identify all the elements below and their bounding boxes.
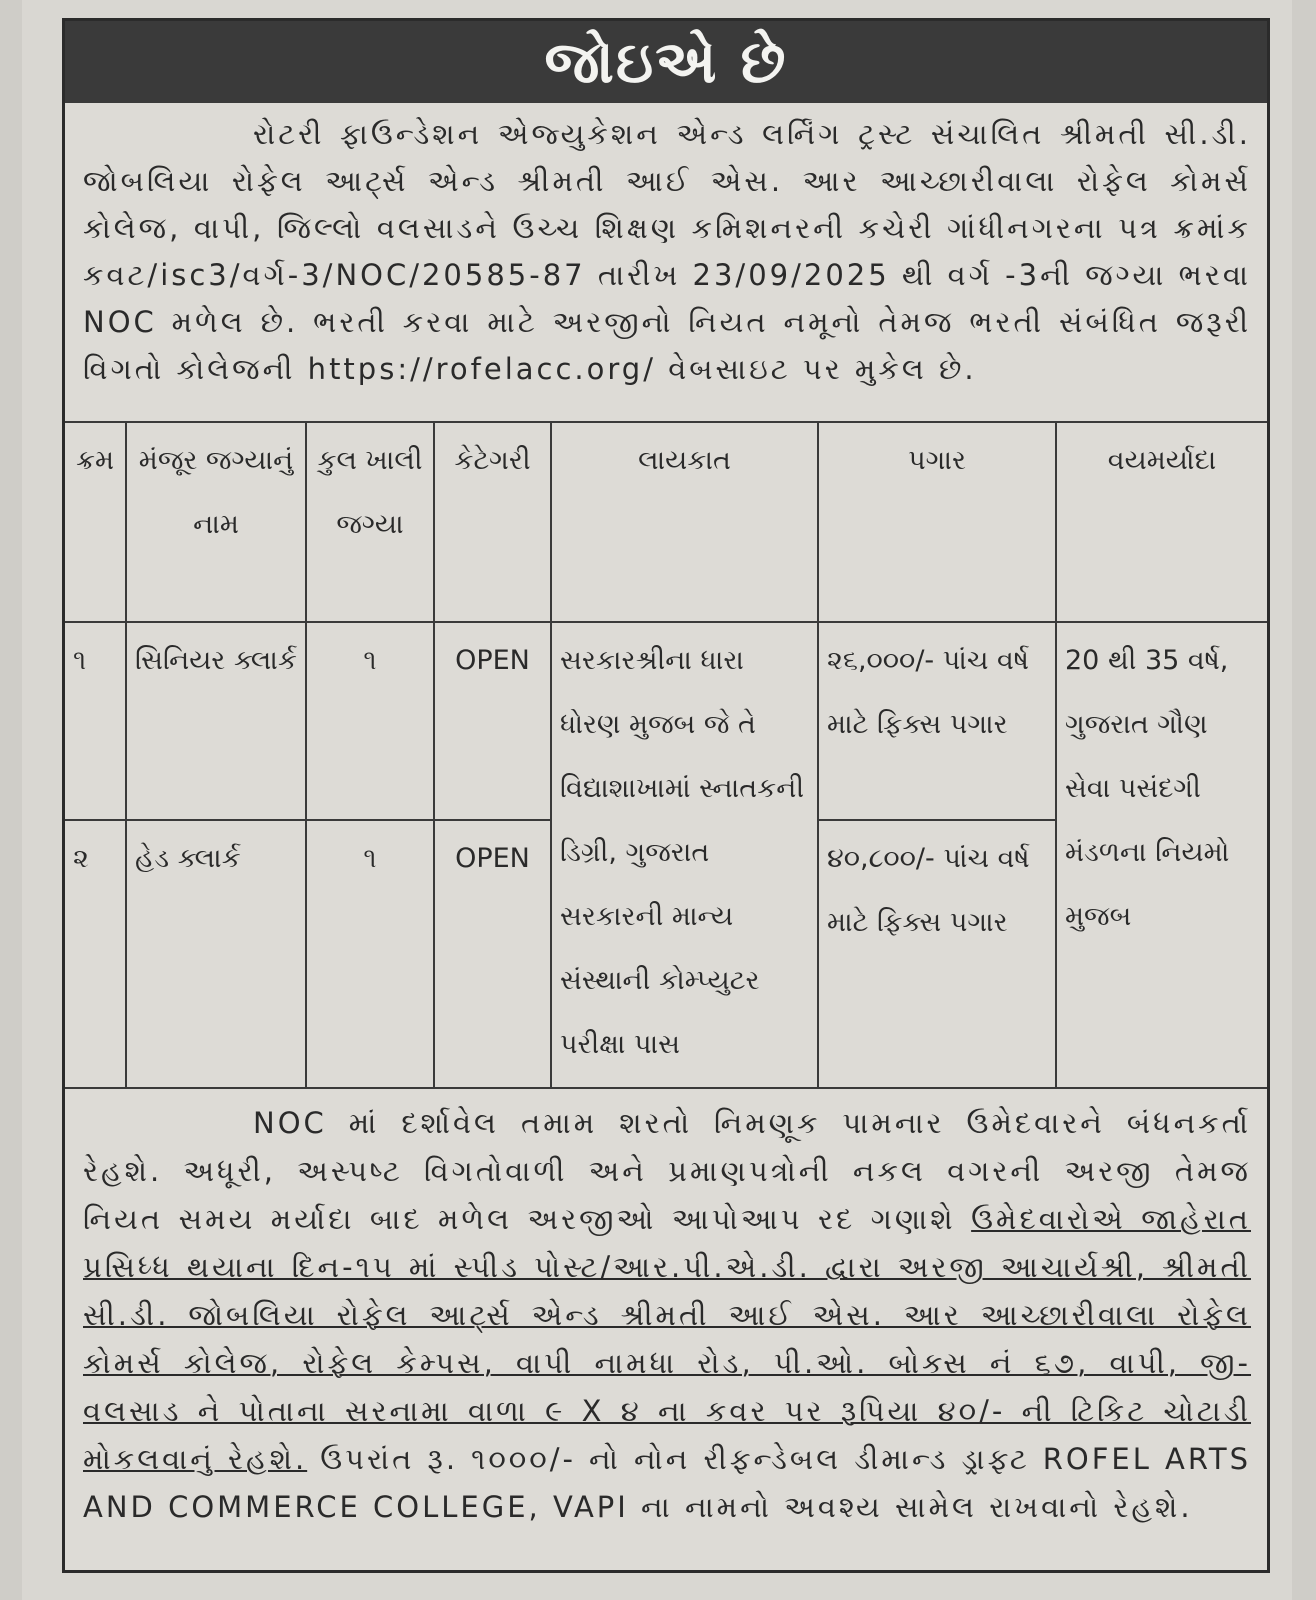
header-vacancies: કુલ ખાલી જગ્યા bbox=[306, 422, 434, 622]
row-salary: ૪૦,૮૦૦/- પાંચ વર્ષ માટે ફિક્સ પગાર bbox=[818, 820, 1056, 1088]
terms-paragraph bbox=[65, 1089, 1267, 1531]
row-vacancies: ૧ bbox=[306, 622, 434, 820]
header-qualification: લાયકાત bbox=[551, 422, 818, 622]
demand-draft-note: ઉપરાંત રૂ. ૧૦૦૦/- નો નોન રીફન્ડેબલ ડીમાન્ડ ડ્રાફ્ટ ROFEL ARTS AND COMMERCE COLLEGE, VAPI ના નામનો અવશ્ય સામેલ રાખવાનો રેહશે. bbox=[83, 1442, 1251, 1524]
vacancy-table bbox=[65, 421, 1267, 1089]
row-salary: ૨૬,૦૦૦/- પાંચ વર્ષ માટે ફિક્સ પગાર bbox=[818, 622, 1056, 820]
header-salary: પગાર bbox=[818, 422, 1056, 622]
row-category: OPEN bbox=[434, 820, 551, 1088]
header-category: કેટેગરી bbox=[434, 422, 551, 622]
qualification-cell: સરકારશ્રીના ધારા ધોરણ મુજબ જે તે વિદ્યાશાખામાં સ્નાતકની ડિગ્રી, ગુજરાત સરકારની માન્ય સંસ્થાની કોમ્પ્યુટર પરીક્ષા પાસ bbox=[551, 622, 818, 1088]
row-category: OPEN bbox=[434, 622, 551, 820]
row-vacancies: ૧ bbox=[306, 820, 434, 1088]
age-limit-cell: 20 થી 35 વર્ષ, ગુજરાત ગૌણ સેવા પસંદગી મંડળના નિયમો મુજબ bbox=[1056, 622, 1267, 1088]
newspaper-page bbox=[22, 0, 1292, 1600]
intro-paragraph bbox=[65, 103, 1267, 421]
job-advertisement bbox=[62, 18, 1270, 1573]
table-row bbox=[65, 622, 1267, 820]
row-sr: ૨ bbox=[65, 820, 126, 1088]
header-age-limit: વયમર્યાદા bbox=[1056, 422, 1267, 622]
table-header-row bbox=[65, 422, 1267, 622]
row-post-name: હેડ ક્લાર્ક bbox=[126, 820, 306, 1088]
header-post-name: મંજૂર જગ્યાનું નામ bbox=[126, 422, 306, 622]
terms-text: NOC માં દર્શાવેલ તમામ શરતો નિમણૂક પામનાર ઉમેદવારને બંધનકર્તા રેહશે. અધૂરી, અસ્પષ્ટ વિગતોવાળી અને પ્રમાણપત્રોની નકલ વગરની અરજી તેમજ નિયત સમય મર્યાદા બાદ મળેલ અરજીઓ આપોઆપ રદ ગણાશે bbox=[83, 1106, 1251, 1236]
header-sr: ક્રમ bbox=[65, 422, 126, 622]
row-sr: ૧ bbox=[65, 622, 126, 820]
ad-banner-title: જોઇએ છે bbox=[65, 21, 1267, 103]
application-instructions: ઉમેદવારોએ જાહેરાત પ્રસિધ્ધ થયાના દિન-૧૫ માં સ્પીડ પોસ્ટ/આર.પી.એ.ડી. દ્વારા અરજી આચાર્યશ્રી, શ્રીમતી સી.ડી. જોબલિયા રોફેલ આર્ટ્સ એન્ડ શ્રીમતી આઈ એસ. આર આચ્છારીવાલા રોફેલ કોમર્સ કોલેજ, રોફેલ કેમ્પસ, વાપી નામધા રોડ, પી.ઓ. બોક્સ નં ૬૭, વાપી, જી-વલસાડ ને પોતાના સરનામા વાળા ૯ X ૪ ના કવર પર રૂપિયા ૪૦/- ની ટિકિટ ચોટાડી મોકલવાનું રેહશે. bbox=[83, 1202, 1251, 1476]
row-post-name: સિનિયર ક્લાર્ક bbox=[126, 622, 306, 820]
intro-text: રોટરી ફાઉન્ડેશન એજ્યુકેશન એન્ડ લર્નિંગ ટ્રસ્ટ સંચાલિત શ્રીમતી સી.ડી. જોબલિયા રોફેલ આર્ટ્સ એન્ડ શ્રીમતી આઈ એસ. આર આચ્છારીવાલા રોફેલ કોમર્સ કોલેજ, વાપી, જિલ્લો વલસાડને ઉચ્ચ શિક્ષણ કમિશનરની કચેરી ગાંધીનગરના પત્ર ક્રમાંક કવટ/isc3/વર્ગ-3/NOC/20585-87 તારીખ 23/09/2025 થી વર્ગ -3ની જગ્યા ભરવા NOC મળેલ છે. ભરતી કરવા માટે અરજીનો નિયત નમૂનો તેમજ ભરતી સંબંધિત જરૂરી વિગતો કોલેજની https://rofelacc.org/ વેબસાઇટ પર મુકેલ છે. bbox=[83, 117, 1251, 386]
